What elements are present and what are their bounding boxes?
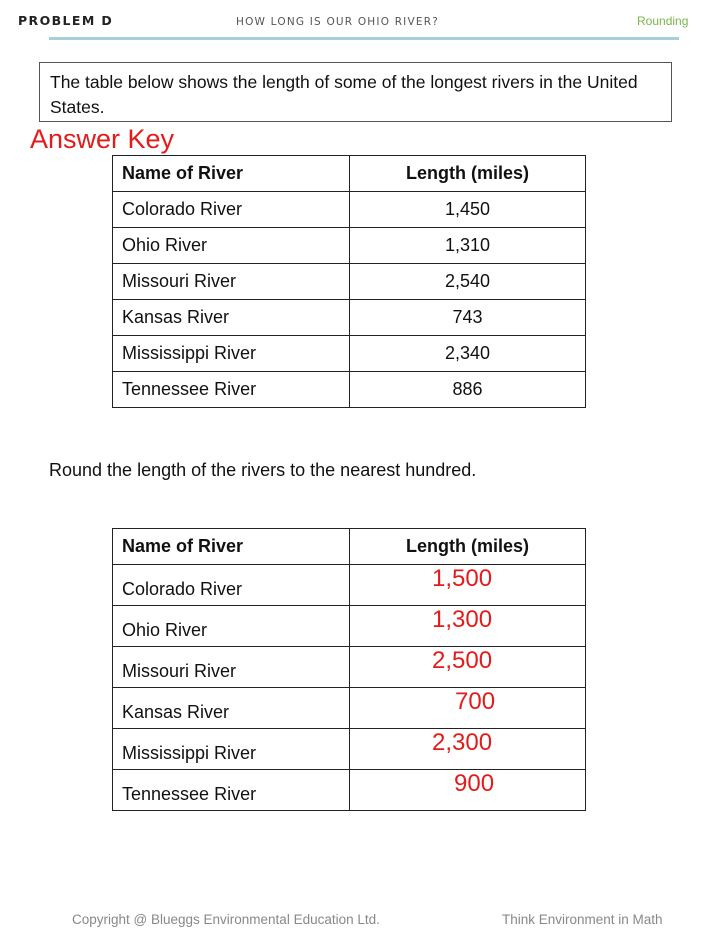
river-length-cell: 2,340 <box>350 336 586 372</box>
river-name-cell: Colorado River <box>113 565 350 606</box>
answer-key-label: Answer Key <box>30 124 175 154</box>
table-row <box>113 729 586 770</box>
table-row <box>113 688 586 729</box>
river-length-cell: 1,310 <box>350 228 586 264</box>
rounded-answer-cell: 900 <box>350 770 586 811</box>
table-row <box>113 647 586 688</box>
table-row <box>113 300 586 336</box>
table-row <box>113 372 586 408</box>
table-row <box>113 606 586 647</box>
river-name-cell: Kansas River <box>113 300 350 336</box>
footer-tagline: Think Environment in Math <box>502 912 663 927</box>
instruction-text: Round the length of the rivers to the nearest hundred. <box>49 460 477 480</box>
column-header-length: Length (miles) <box>350 529 586 565</box>
column-header-length: Length (miles) <box>350 156 586 192</box>
column-header-name: Name of River <box>113 156 350 192</box>
table-row <box>113 565 586 606</box>
river-length-cell: 743 <box>350 300 586 336</box>
table-header-row <box>113 156 586 192</box>
table-header-row <box>113 529 586 565</box>
river-name-cell: Ohio River <box>113 228 350 264</box>
page-title: HOW LONG IS OUR OHIO RIVER? <box>236 16 439 28</box>
table-row <box>113 192 586 228</box>
rounded-answer-cell: 2,300 <box>350 729 586 770</box>
footer-copyright: Copyright @ Blueggs Environmental Education Ltd. <box>72 912 380 927</box>
river-name-cell: Kansas River <box>113 688 350 729</box>
river-length-cell: 1,450 <box>350 192 586 228</box>
river-name-cell: Mississippi River <box>113 336 350 372</box>
rounded-answer-cell: 700 <box>350 688 586 729</box>
river-name-cell: Mississippi River <box>113 729 350 770</box>
rounded-length-table <box>112 528 586 811</box>
rounded-answer-cell: 2,500 <box>350 647 586 688</box>
river-length-cell: 886 <box>350 372 586 408</box>
table-row <box>113 228 586 264</box>
rounded-answer-cell: 1,300 <box>350 606 586 647</box>
river-name-cell: Tennessee River <box>113 770 350 811</box>
table-row <box>113 336 586 372</box>
header-divider <box>49 37 679 40</box>
river-name-cell: Ohio River <box>113 606 350 647</box>
river-name-cell: Colorado River <box>113 192 350 228</box>
table-row <box>113 770 586 811</box>
river-length-cell: 2,540 <box>350 264 586 300</box>
river-name-cell: Tennessee River <box>113 372 350 408</box>
river-name-cell: Missouri River <box>113 264 350 300</box>
problem-label: PROBLEM D <box>18 13 114 28</box>
intro-box: The table below shows the length of some of the longest rivers in the United States. <box>39 62 672 122</box>
table-row <box>113 264 586 300</box>
topic-label: Rounding <box>637 14 689 28</box>
column-header-name: Name of River <box>113 529 350 565</box>
river-name-cell: Missouri River <box>113 647 350 688</box>
river-length-table <box>112 155 586 408</box>
rounded-answer-cell: 1,500 <box>350 565 586 606</box>
